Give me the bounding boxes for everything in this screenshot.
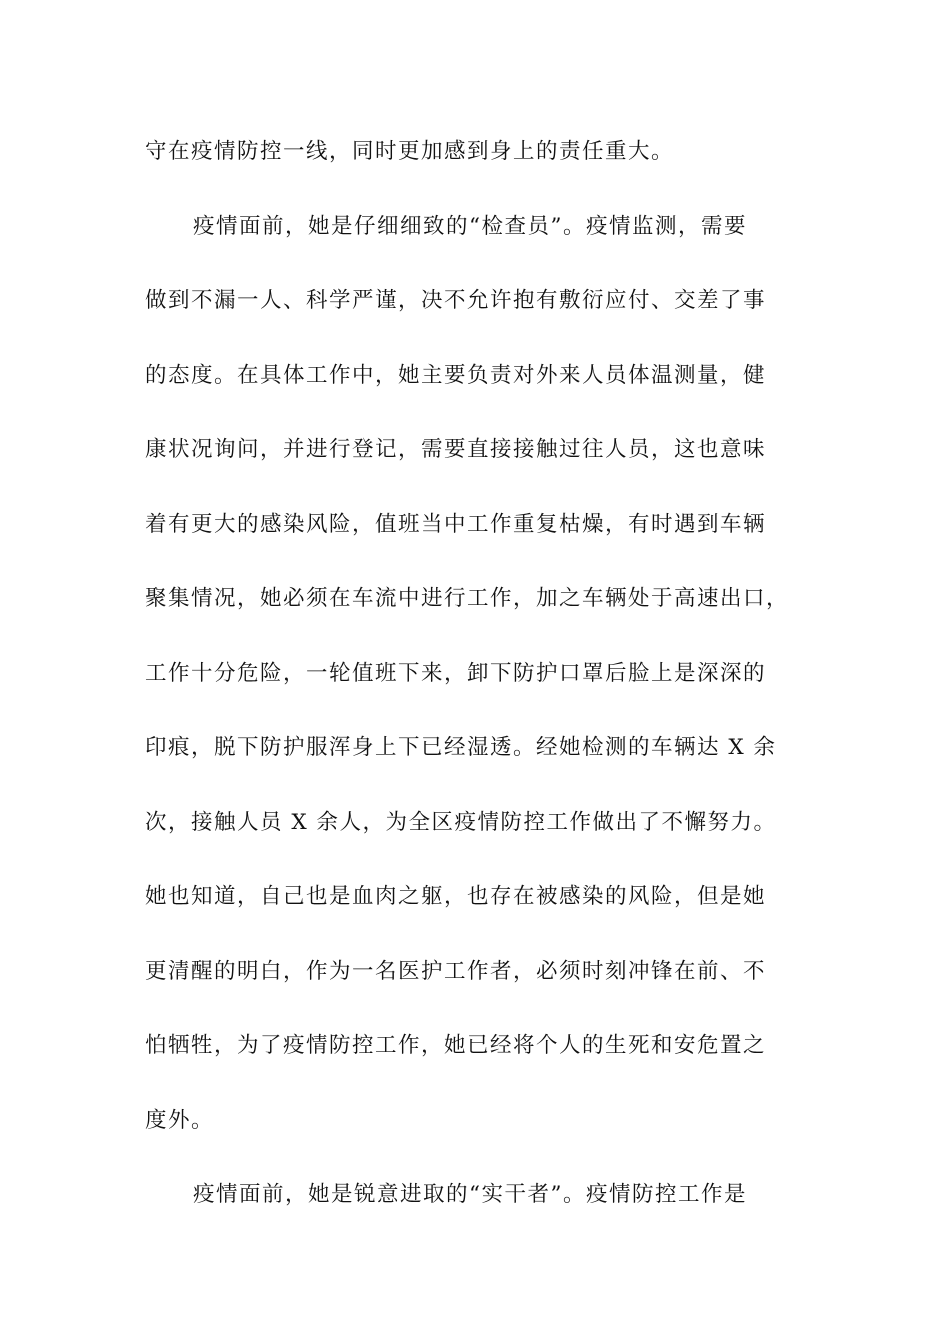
text-line-15: 疫情面前，她是锐意进取的“实干者”。疫情防控工作是 [193, 1182, 747, 1207]
text-line-7: 聚集情况，她必须在车流中进行工作，加之车辆处于高速出口， [145, 586, 790, 611]
text-line-13: 怕牺牲，为了疫情防控工作，她已经将个人的生死和安危置之 [145, 1033, 767, 1058]
text-line-5: 康状况询问，并进行登记，需要直接接触过往人员，这也意味 [145, 437, 767, 462]
text-line-2: 疫情面前，她是仔细细致的“检查员”。疫情监测，需要 [193, 214, 747, 239]
text-line-12: 更清醒的明白，作为一名医护工作者，必须时刻冲锋在前、不 [145, 959, 767, 984]
text-line-3: 做到不漏一人、科学严谨，决不允许抱有敷衍应付、交差了事 [145, 288, 767, 313]
text-line-14: 度外。 [145, 1108, 215, 1133]
text-line-10: 次，接触人员 X 余人，为全区疫情防控工作做出了不懈努力。 [145, 810, 777, 835]
text-line-9: 印痕，脱下防护服浑身上下已经湿透。经她检测的车辆达 X 余 [145, 735, 777, 760]
text-line-1: 守在疫情防控一线，同时更加感到身上的责任重大。 [145, 139, 675, 164]
text-line-6: 着有更大的感染风险，值班当中工作重复枯燥，有时遇到车辆 [145, 512, 767, 537]
text-line-8: 工作十分危险，一轮值班下来，卸下防护口罩后脸上是深深的 [145, 661, 767, 686]
text-line-11: 她也知道，自己也是血肉之躯，也存在被感染的风险，但是她 [145, 884, 767, 909]
text-line-4: 的态度。在具体工作中，她主要负责对外来人员体温测量，健 [145, 363, 767, 388]
